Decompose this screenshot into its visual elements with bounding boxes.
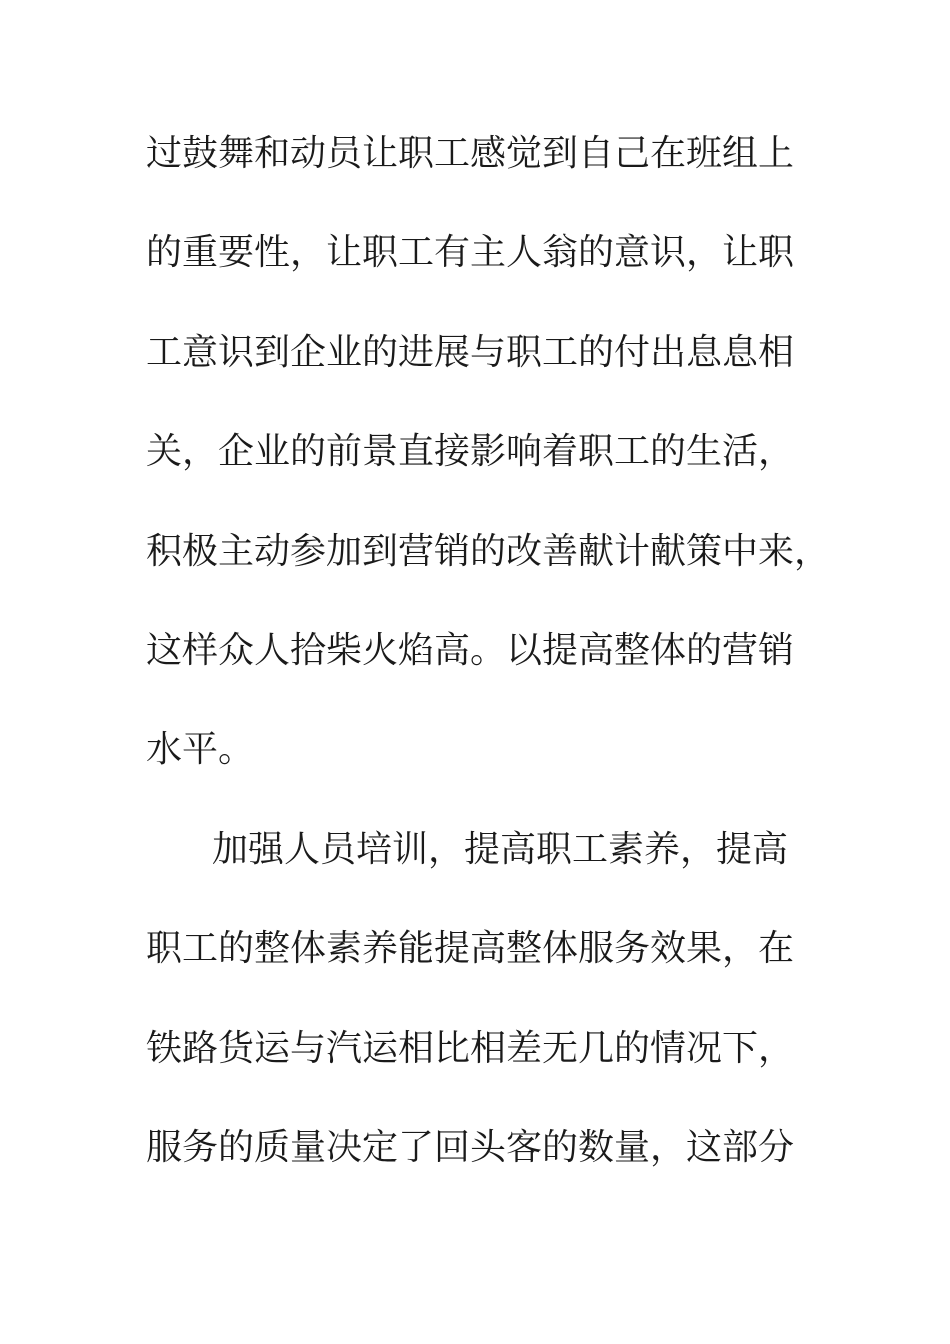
paragraph-1-line-4: 关，企业的前景直接影响着职工的生活， bbox=[146, 431, 795, 472]
paragraph-1-line-7: 水平。 bbox=[146, 729, 255, 770]
paragraph-2-line-3: 铁路货运与汽运相比相差无几的情况下， bbox=[146, 1028, 795, 1069]
paragraph-2-line-2: 职工的整体素养能提高整体服务效果，在 bbox=[146, 928, 795, 969]
paragraph-2-line-1: 加强人员培训，提高职工素养，提高 bbox=[212, 829, 789, 870]
paragraph-1-line-6: 这样众人拾柴火焰高。以提高整体的营销 bbox=[146, 630, 795, 671]
paragraph-2-line-4: 服务的质量决定了回头客的数量，这部分 bbox=[146, 1127, 795, 1168]
paragraph-1-line-1: 过鼓舞和动员让职工感觉到自己在班组上 bbox=[146, 133, 795, 174]
paragraph-1-line-2: 的重要性，让职工有主人翁的意识，让职 bbox=[146, 232, 795, 273]
paragraph-1-line-5: 积极主动参加到营销的改善献计献策中来， bbox=[146, 531, 831, 572]
paragraph-1-line-3: 工意识到企业的进展与职工的付出息息相 bbox=[146, 332, 795, 373]
